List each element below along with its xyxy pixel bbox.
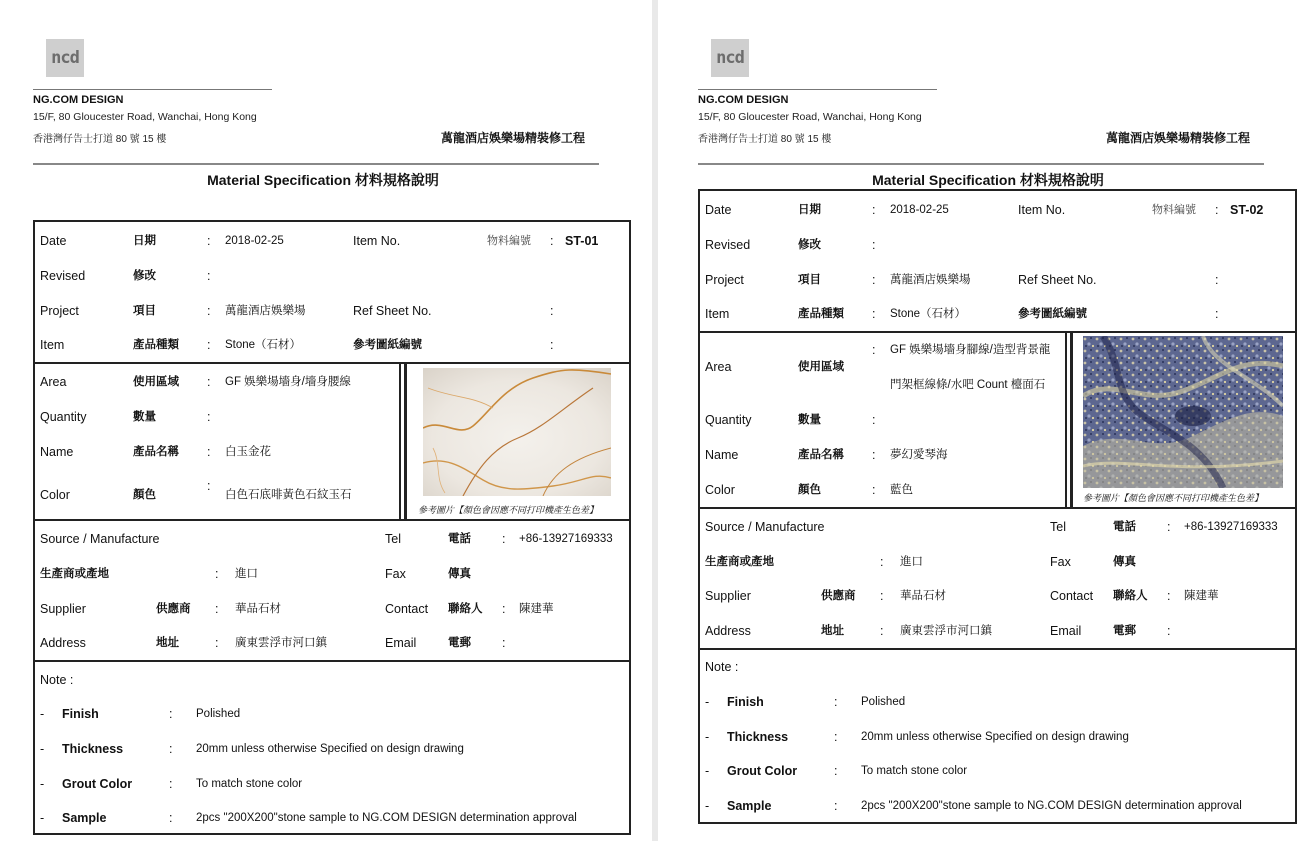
label-project: Project [705,273,744,287]
value-area-line-1: GF 娛樂場墻身腳線/造型背景龍 [890,344,1051,356]
label-address: Address [40,636,86,650]
label-name-zh: 產品名稱 [133,446,179,458]
bullet-dash: - [705,764,710,778]
company-name: NG.COM DESIGN [698,94,789,106]
colon: : [834,695,838,709]
value-name: 白玉金花 [225,446,271,458]
bullet-dash: - [705,799,710,813]
label-ref-drawing: 參考圖紙編號 [1018,308,1087,320]
label-email-zh: 電郵 [1113,625,1136,637]
label-sample: Sample [62,811,107,825]
bullet-dash: - [40,707,45,721]
label-date-zh: 日期 [798,204,821,216]
label-source: Source / Manufacture [40,532,160,546]
label-supplier: Supplier [40,602,86,616]
company-address-en: 15/F, 80 Gloucester Road, Wanchai, Hong Kong [33,111,257,123]
value-tel: +86-13927169333 [519,533,613,545]
label-revised-zh: 修改 [798,239,821,251]
label-quantity: Quantity [40,410,87,424]
bullet-dash: - [40,811,45,825]
image-caption: 參考圖片【顏色會因應不同打印機產生色差】 [418,505,599,515]
divider [700,507,1295,509]
label-tel: Tel [385,532,401,546]
label-color: Color [705,483,735,497]
label-item-zh: 產品種類 [798,308,844,320]
label-supplier-zh: 供應商 [821,590,856,602]
value-address: 廣東雲浮市河口鎮 [235,637,327,649]
colon: : [502,602,506,616]
value-item: Stone（石材） [225,339,302,351]
label-thickness: Thickness [727,730,789,744]
divider [1070,331,1073,507]
label-fax-zh: 傳真 [1113,556,1136,568]
colon: : [215,636,219,650]
colon: : [1215,203,1219,217]
label-email: Email [385,636,417,650]
value-item-no: ST-02 [1230,203,1264,217]
value-area-line-2: 門架框線條/水吧 Count 檯面石 [890,379,1046,391]
label-finish: Finish [727,695,764,709]
label-area-zh: 使用區域 [133,376,179,388]
label-thickness: Thickness [62,742,124,756]
label-tel: Tel [1050,520,1066,534]
label-address-zh: 地址 [156,637,179,649]
colon: : [1167,624,1171,638]
label-item-zh: 產品種類 [133,339,179,351]
colon: : [872,238,876,252]
label-source: Source / Manufacture [705,520,825,534]
company-address-zh: 香港灣仔告士打道 80 號 15 樓 [33,134,167,145]
label-project: Project [40,304,79,318]
colon: : [872,448,876,462]
sheet-header [698,0,1264,170]
value-tel: +86-13927169333 [1184,521,1278,533]
label-name: Name [40,445,74,459]
colon: : [834,764,838,778]
label-origin: 生產商或產地 [705,556,774,568]
label-contact: Contact [1050,589,1094,603]
colon: : [872,203,876,217]
colon: : [207,410,211,424]
label-origin: 生產商或產地 [40,568,109,580]
colon: : [880,555,884,569]
label-item-no-zh: 物料編號 [1152,204,1196,216]
label-address-zh: 地址 [821,625,844,637]
label-project-zh: 項目 [798,274,821,286]
label-contact-zh: 聯絡人 [448,603,483,615]
label-quantity: Quantity [705,413,752,427]
colon: : [207,304,211,318]
colon: : [169,811,173,825]
company-logo: ncd [711,39,749,77]
divider [698,89,937,90]
divider [35,660,629,662]
colon: : [169,777,173,791]
stone-sample-image [1083,336,1283,488]
divider [700,648,1295,650]
label-item-no-zh: 物料編號 [487,235,531,247]
document-title: Material Specification 材料規格說明 [207,172,439,188]
colon: : [872,307,876,321]
label-project-zh: 項目 [133,305,156,317]
label-date-zh: 日期 [133,235,156,247]
colon: : [1215,307,1219,321]
colon: : [872,273,876,287]
label-finish: Finish [62,707,99,721]
value-contact: 陳建華 [519,603,554,615]
label-contact: Contact [385,602,429,616]
bullet-dash: - [705,695,710,709]
label-tel-zh: 電話 [448,533,471,545]
value-item: Stone（石材） [890,308,967,320]
label-quantity-zh: 數量 [798,414,821,426]
colon: : [550,234,554,248]
project-title: 萬龍酒店娛樂場精裝修工程 [440,131,585,145]
value-supplier: 華品石材 [900,590,946,602]
value-origin: 進口 [900,556,923,568]
colon: : [1167,589,1171,603]
label-revised: Revised [40,269,86,283]
divider [700,331,1295,333]
colon: : [169,707,173,721]
label-fax-zh: 傳真 [448,568,471,580]
colon: : [550,304,554,318]
white-marble-image [423,368,611,496]
label-item-no: Item No. [353,234,401,248]
colon: : [207,234,211,248]
label-address: Address [705,624,751,638]
divider [33,163,599,165]
value-finish: Polished [861,696,906,708]
colon: : [872,413,876,427]
colon: : [207,269,211,283]
colon: : [880,624,884,638]
value-date: 2018-02-25 [890,204,949,216]
colon: : [550,338,554,352]
company-address-en: 15/F, 80 Gloucester Road, Wanchai, Hong Kong [698,111,922,123]
label-note: Note : [705,660,739,674]
divider [698,163,1264,165]
value-origin: 進口 [235,568,258,580]
label-ref-sheet: Ref Sheet No. [1018,273,1097,287]
company-address-zh: 香港灣仔告士打道 80 號 15 樓 [698,134,832,145]
bullet-dash: - [40,777,45,791]
label-color-zh: 顏色 [133,489,156,501]
colon: : [502,532,506,546]
label-supplier: Supplier [705,589,751,603]
value-sample: 2pcs "200X200"stone sample to NG.COM DESIGN determination approval [861,800,1242,812]
label-revised-zh: 修改 [133,270,156,282]
label-date: Date [705,203,732,217]
label-email: Email [1050,624,1082,638]
value-thickness: 20mm unless otherwise Specified on design drawing [196,743,464,755]
label-grout: Grout Color [727,764,798,778]
label-contact-zh: 聯絡人 [1113,590,1148,602]
divider [1065,331,1067,507]
value-thickness: 20mm unless otherwise Specified on design drawing [861,731,1129,743]
label-name: Name [705,448,739,462]
label-area: Area [705,360,732,374]
image-caption: 參考圖片【顏色會因應不同打印機產生色差】 [1083,493,1264,503]
colon: : [207,375,211,389]
label-sample: Sample [727,799,772,813]
label-name-zh: 產品名稱 [798,449,844,461]
colon: : [215,602,219,616]
label-ref-sheet: Ref Sheet No. [353,304,432,318]
colon: : [207,338,211,352]
blue-granite-image [1083,336,1283,488]
label-item: Item [40,338,65,352]
colon: : [207,479,211,493]
value-sample: 2pcs "200X200"stone sample to NG.COM DESIGN determination approval [196,812,577,824]
label-email-zh: 電郵 [448,637,471,649]
label-area-zh: 使用區域 [798,361,844,373]
document-title: Material Specification 材料規格說明 [872,172,1104,188]
spec-sheet-st-01 [0,0,652,841]
value-project: 萬龍酒店娛樂場 [225,305,306,317]
label-note: Note : [40,673,74,687]
label-quantity-zh: 數量 [133,411,156,423]
label-item: Item [705,307,730,321]
divider [33,89,272,90]
sheet-header [33,0,599,170]
value-contact: 陳建華 [1184,590,1219,602]
colon: : [169,742,173,756]
colon: : [1215,273,1219,287]
label-fax: Fax [1050,555,1071,569]
value-date: 2018-02-25 [225,235,284,247]
label-color-zh: 顏色 [798,484,821,496]
label-date: Date [40,234,67,248]
divider [35,362,629,364]
company-name: NG.COM DESIGN [33,94,124,106]
colon: : [207,445,211,459]
spec-table [698,189,1297,824]
value-project: 萬龍酒店娛樂場 [890,274,971,286]
divider [404,362,407,519]
spec-table [33,220,631,835]
label-color: Color [40,488,70,502]
value-supplier: 華品石材 [235,603,281,615]
bullet-dash: - [705,730,710,744]
value-grout: To match stone color [196,778,303,790]
colon: : [834,799,838,813]
label-area: Area [40,375,67,389]
label-supplier-zh: 供應商 [156,603,191,615]
colon: : [880,589,884,603]
company-logo: ncd [46,39,84,77]
label-tel-zh: 電話 [1113,521,1136,533]
colon: : [834,730,838,744]
value-grout: To match stone color [861,765,968,777]
colon: : [872,483,876,497]
value-address: 廣東雲浮市河口鎮 [900,625,992,637]
spec-sheet-st-02 [658,0,1306,841]
value-color: 藍色 [890,484,913,496]
colon: : [502,636,506,650]
label-grout: Grout Color [62,777,133,791]
divider [35,519,629,521]
value-item-no: ST-01 [565,234,599,248]
divider [399,362,401,519]
label-fax: Fax [385,567,406,581]
value-area: GF 娛樂場墻身/墻身腰線 [225,376,351,388]
value-name: 夢幻愛琴海 [890,449,948,461]
colon: : [872,343,876,357]
label-ref-drawing: 參考圖紙編號 [353,339,422,351]
colon: : [1167,520,1171,534]
label-item-no: Item No. [1018,203,1066,217]
value-color: 白色石底啡黃色石紋玉石 [225,489,352,501]
colon: : [215,567,219,581]
value-finish: Polished [196,708,241,720]
label-revised: Revised [705,238,751,252]
bullet-dash: - [40,742,45,756]
project-title: 萬龍酒店娛樂場精裝修工程 [1105,131,1250,145]
stone-sample-image [423,368,611,496]
